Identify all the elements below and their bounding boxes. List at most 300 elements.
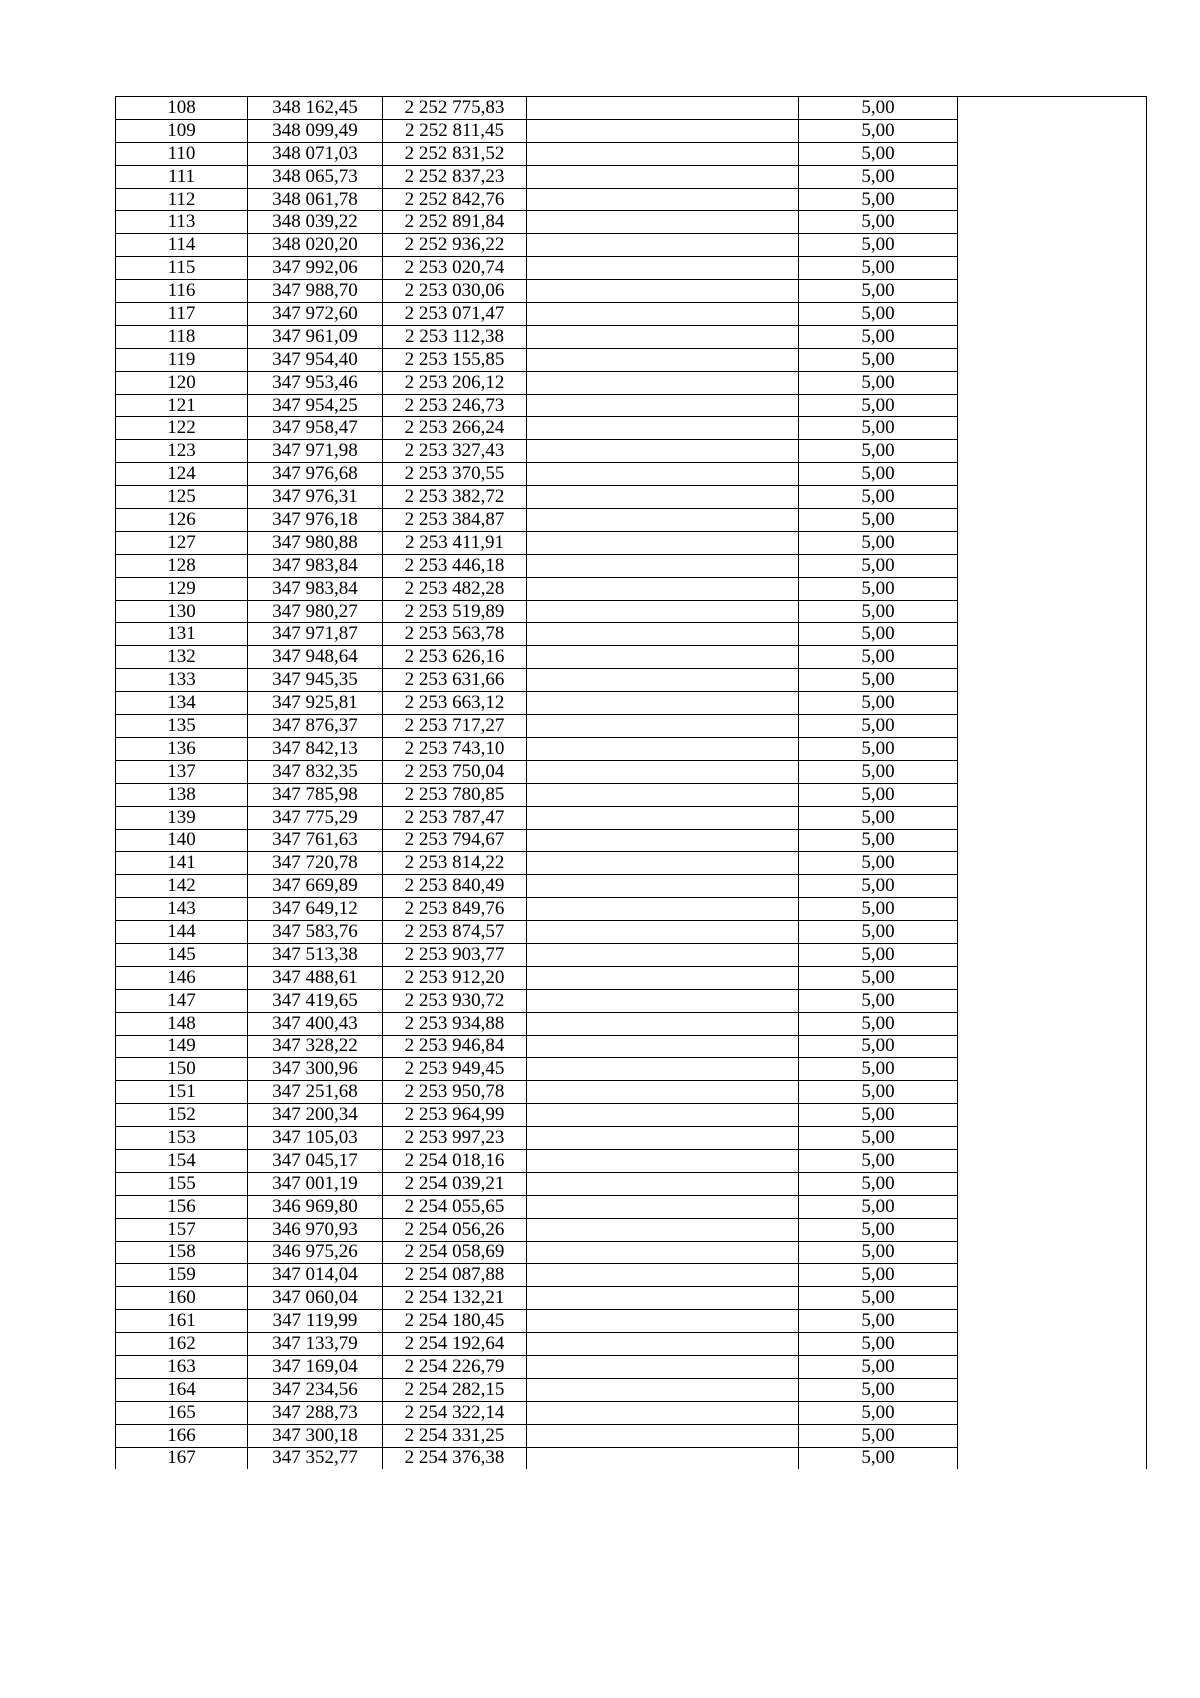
value-cell: 5,00: [799, 1172, 958, 1195]
empty-cell: [527, 898, 799, 921]
value-cell: 5,00: [799, 371, 958, 394]
empty-cell: [958, 371, 1147, 394]
value-cell: 5,00: [799, 577, 958, 600]
y-coordinate-cell: 2 254 192,64: [383, 1333, 527, 1356]
value-cell: 5,00: [799, 188, 958, 211]
table-row: [116, 1447, 1147, 1469]
empty-cell: [527, 1218, 799, 1241]
empty-cell: [958, 623, 1147, 646]
empty-cell: [958, 852, 1147, 875]
x-coordinate-cell: 347 945,35: [248, 669, 383, 692]
table-row: [116, 1424, 1147, 1447]
point-number-cell: 148: [116, 1012, 248, 1035]
point-number-cell: 153: [116, 1127, 248, 1150]
x-coordinate-cell: 347 954,25: [248, 394, 383, 417]
point-number-cell: 165: [116, 1401, 248, 1424]
point-number-cell: 143: [116, 898, 248, 921]
empty-cell: [958, 417, 1147, 440]
table-row: [116, 806, 1147, 829]
value-cell: 5,00: [799, 234, 958, 257]
y-coordinate-cell: 2 253 327,43: [383, 440, 527, 463]
value-cell: 5,00: [799, 1378, 958, 1401]
y-coordinate-cell: 2 253 246,73: [383, 394, 527, 417]
y-coordinate-cell: 2 253 814,22: [383, 852, 527, 875]
y-coordinate-cell: 2 254 331,25: [383, 1424, 527, 1447]
empty-cell: [958, 943, 1147, 966]
empty-cell: [527, 1149, 799, 1172]
table-row: [116, 486, 1147, 509]
point-number-cell: 138: [116, 783, 248, 806]
table-row: [116, 257, 1147, 280]
value-cell: 5,00: [799, 280, 958, 303]
x-coordinate-cell: 348 099,49: [248, 119, 383, 142]
y-coordinate-cell: 2 253 266,24: [383, 417, 527, 440]
x-coordinate-cell: 347 060,04: [248, 1287, 383, 1310]
table-row: [116, 600, 1147, 623]
empty-cell: [527, 97, 799, 120]
y-coordinate-cell: 2 252 831,52: [383, 142, 527, 165]
empty-cell: [958, 806, 1147, 829]
value-cell: 5,00: [799, 1195, 958, 1218]
x-coordinate-cell: 347 971,87: [248, 623, 383, 646]
empty-cell: [527, 943, 799, 966]
empty-cell: [958, 1333, 1147, 1356]
empty-cell: [958, 577, 1147, 600]
point-number-cell: 111: [116, 165, 248, 188]
empty-cell: [527, 1058, 799, 1081]
point-number-cell: 163: [116, 1355, 248, 1378]
empty-cell: [527, 463, 799, 486]
value-cell: 5,00: [799, 623, 958, 646]
point-number-cell: 164: [116, 1378, 248, 1401]
value-cell: 5,00: [799, 760, 958, 783]
table-row: [116, 737, 1147, 760]
point-number-cell: 145: [116, 943, 248, 966]
point-number-cell: 162: [116, 1333, 248, 1356]
x-coordinate-cell: 347 976,18: [248, 509, 383, 532]
empty-cell: [958, 325, 1147, 348]
empty-cell: [527, 303, 799, 326]
value-cell: 5,00: [799, 1127, 958, 1150]
empty-cell: [958, 1104, 1147, 1127]
point-number-cell: 150: [116, 1058, 248, 1081]
x-coordinate-cell: 347 133,79: [248, 1333, 383, 1356]
value-cell: 5,00: [799, 1264, 958, 1287]
value-cell: 5,00: [799, 165, 958, 188]
table-row: [116, 1012, 1147, 1035]
empty-cell: [527, 1035, 799, 1058]
empty-cell: [527, 119, 799, 142]
point-number-cell: 139: [116, 806, 248, 829]
x-coordinate-cell: 347 234,56: [248, 1378, 383, 1401]
x-coordinate-cell: 347 988,70: [248, 280, 383, 303]
value-cell: 5,00: [799, 1104, 958, 1127]
empty-cell: [958, 1264, 1147, 1287]
empty-cell: [527, 1378, 799, 1401]
y-coordinate-cell: 2 254 018,16: [383, 1149, 527, 1172]
y-coordinate-cell: 2 254 055,65: [383, 1195, 527, 1218]
y-coordinate-cell: 2 253 446,18: [383, 554, 527, 577]
empty-cell: [527, 165, 799, 188]
value-cell: 5,00: [799, 943, 958, 966]
point-number-cell: 149: [116, 1035, 248, 1058]
point-number-cell: 155: [116, 1172, 248, 1195]
empty-cell: [958, 509, 1147, 532]
empty-cell: [527, 325, 799, 348]
point-number-cell: 114: [116, 234, 248, 257]
empty-cell: [958, 1355, 1147, 1378]
empty-cell: [958, 142, 1147, 165]
point-number-cell: 160: [116, 1287, 248, 1310]
x-coordinate-cell: 347 400,43: [248, 1012, 383, 1035]
x-coordinate-cell: 347 980,88: [248, 531, 383, 554]
x-coordinate-cell: 347 105,03: [248, 1127, 383, 1150]
empty-cell: [527, 348, 799, 371]
y-coordinate-cell: 2 253 794,67: [383, 829, 527, 852]
empty-cell: [527, 1127, 799, 1150]
empty-cell: [527, 234, 799, 257]
empty-cell: [958, 1172, 1147, 1195]
x-coordinate-cell: 347 045,17: [248, 1149, 383, 1172]
empty-cell: [527, 783, 799, 806]
empty-cell: [958, 1012, 1147, 1035]
empty-cell: [527, 1355, 799, 1378]
x-coordinate-cell: 347 251,68: [248, 1081, 383, 1104]
x-coordinate-cell: 348 020,20: [248, 234, 383, 257]
value-cell: 5,00: [799, 806, 958, 829]
x-coordinate-cell: 347 961,09: [248, 325, 383, 348]
value-cell: 5,00: [799, 97, 958, 120]
x-coordinate-cell: 347 014,04: [248, 1264, 383, 1287]
empty-cell: [527, 1447, 799, 1469]
table-row: [116, 1378, 1147, 1401]
table-row: [116, 211, 1147, 234]
x-coordinate-cell: 347 980,27: [248, 600, 383, 623]
x-coordinate-cell: 347 583,76: [248, 921, 383, 944]
value-cell: 5,00: [799, 1218, 958, 1241]
table-row: [116, 1149, 1147, 1172]
empty-cell: [527, 509, 799, 532]
empty-cell: [527, 623, 799, 646]
y-coordinate-cell: 2 253 903,77: [383, 943, 527, 966]
point-number-cell: 127: [116, 531, 248, 554]
y-coordinate-cell: 2 253 155,85: [383, 348, 527, 371]
x-coordinate-cell: 348 039,22: [248, 211, 383, 234]
empty-cell: [527, 737, 799, 760]
value-cell: 5,00: [799, 646, 958, 669]
y-coordinate-cell: 2 252 775,83: [383, 97, 527, 120]
value-cell: 5,00: [799, 142, 958, 165]
y-coordinate-cell: 2 254 322,14: [383, 1401, 527, 1424]
y-coordinate-cell: 2 253 030,06: [383, 280, 527, 303]
empty-cell: [958, 1035, 1147, 1058]
table-row: [116, 966, 1147, 989]
value-cell: 5,00: [799, 692, 958, 715]
point-number-cell: 121: [116, 394, 248, 417]
table-row: [116, 509, 1147, 532]
x-coordinate-cell: 346 969,80: [248, 1195, 383, 1218]
empty-cell: [527, 1264, 799, 1287]
value-cell: 5,00: [799, 531, 958, 554]
empty-cell: [958, 394, 1147, 417]
x-coordinate-cell: 346 970,93: [248, 1218, 383, 1241]
value-cell: 5,00: [799, 1241, 958, 1264]
y-coordinate-cell: 2 253 384,87: [383, 509, 527, 532]
point-number-cell: 130: [116, 600, 248, 623]
value-cell: 5,00: [799, 303, 958, 326]
point-number-cell: 161: [116, 1310, 248, 1333]
empty-cell: [958, 692, 1147, 715]
value-cell: 5,00: [799, 921, 958, 944]
x-coordinate-cell: 347 925,81: [248, 692, 383, 715]
empty-cell: [527, 715, 799, 738]
value-cell: 5,00: [799, 966, 958, 989]
y-coordinate-cell: 2 253 020,74: [383, 257, 527, 280]
empty-cell: [527, 394, 799, 417]
empty-cell: [958, 1127, 1147, 1150]
value-cell: 5,00: [799, 783, 958, 806]
value-cell: 5,00: [799, 852, 958, 875]
table-row: [116, 852, 1147, 875]
x-coordinate-cell: 347 669,89: [248, 875, 383, 898]
empty-cell: [527, 1333, 799, 1356]
empty-cell: [527, 669, 799, 692]
empty-cell: [527, 852, 799, 875]
empty-cell: [958, 440, 1147, 463]
y-coordinate-cell: 2 253 934,88: [383, 1012, 527, 1035]
y-coordinate-cell: 2 253 849,76: [383, 898, 527, 921]
y-coordinate-cell: 2 253 663,12: [383, 692, 527, 715]
point-number-cell: 122: [116, 417, 248, 440]
table-row: [116, 1058, 1147, 1081]
table-row: [116, 1172, 1147, 1195]
x-coordinate-cell: 347 300,18: [248, 1424, 383, 1447]
table-row: [116, 280, 1147, 303]
x-coordinate-cell: 348 071,03: [248, 142, 383, 165]
value-cell: 5,00: [799, 875, 958, 898]
empty-cell: [958, 669, 1147, 692]
table-row: [116, 669, 1147, 692]
x-coordinate-cell: 347 513,38: [248, 943, 383, 966]
table-row: [116, 943, 1147, 966]
empty-cell: [958, 165, 1147, 188]
value-cell: 5,00: [799, 1447, 958, 1469]
y-coordinate-cell: 2 253 411,91: [383, 531, 527, 554]
value-cell: 5,00: [799, 325, 958, 348]
empty-cell: [527, 1241, 799, 1264]
y-coordinate-cell: 2 253 787,47: [383, 806, 527, 829]
empty-cell: [958, 1081, 1147, 1104]
table-row: [116, 715, 1147, 738]
value-cell: 5,00: [799, 211, 958, 234]
point-number-cell: 158: [116, 1241, 248, 1264]
point-number-cell: 147: [116, 989, 248, 1012]
table-row: [116, 646, 1147, 669]
point-number-cell: 154: [116, 1149, 248, 1172]
table-row: [116, 142, 1147, 165]
x-coordinate-cell: 347 288,73: [248, 1401, 383, 1424]
value-cell: 5,00: [799, 1058, 958, 1081]
table-row: [116, 829, 1147, 852]
empty-cell: [958, 1378, 1147, 1401]
x-coordinate-cell: 347 953,46: [248, 371, 383, 394]
table-row: [116, 234, 1147, 257]
empty-cell: [958, 234, 1147, 257]
y-coordinate-cell: 2 253 750,04: [383, 760, 527, 783]
point-number-cell: 135: [116, 715, 248, 738]
table-row: [116, 1264, 1147, 1287]
x-coordinate-cell: 347 300,96: [248, 1058, 383, 1081]
x-coordinate-cell: 347 352,77: [248, 1447, 383, 1469]
y-coordinate-cell: 2 253 206,12: [383, 371, 527, 394]
table-row: [116, 1401, 1147, 1424]
value-cell: 5,00: [799, 509, 958, 532]
y-coordinate-cell: 2 254 226,79: [383, 1355, 527, 1378]
point-number-cell: 140: [116, 829, 248, 852]
empty-cell: [527, 142, 799, 165]
point-number-cell: 141: [116, 852, 248, 875]
empty-cell: [527, 280, 799, 303]
y-coordinate-cell: 2 253 840,49: [383, 875, 527, 898]
x-coordinate-cell: 348 061,78: [248, 188, 383, 211]
table-row: [116, 417, 1147, 440]
empty-cell: [527, 486, 799, 509]
empty-cell: [958, 921, 1147, 944]
empty-cell: [958, 898, 1147, 921]
table-row: [116, 989, 1147, 1012]
x-coordinate-cell: 347 976,31: [248, 486, 383, 509]
value-cell: 5,00: [799, 463, 958, 486]
value-cell: 5,00: [799, 1333, 958, 1356]
value-cell: 5,00: [799, 394, 958, 417]
empty-cell: [958, 257, 1147, 280]
table-row: [116, 1127, 1147, 1150]
value-cell: 5,00: [799, 1401, 958, 1424]
y-coordinate-cell: 2 253 964,99: [383, 1104, 527, 1127]
empty-cell: [958, 348, 1147, 371]
value-cell: 5,00: [799, 829, 958, 852]
empty-cell: [958, 875, 1147, 898]
point-number-cell: 136: [116, 737, 248, 760]
empty-cell: [527, 417, 799, 440]
value-cell: 5,00: [799, 1424, 958, 1447]
empty-cell: [958, 1149, 1147, 1172]
table-row: [116, 1104, 1147, 1127]
table-row: [116, 119, 1147, 142]
empty-cell: [958, 1310, 1147, 1333]
table-row: [116, 1355, 1147, 1378]
point-number-cell: 151: [116, 1081, 248, 1104]
y-coordinate-cell: 2 252 811,45: [383, 119, 527, 142]
y-coordinate-cell: 2 253 563,78: [383, 623, 527, 646]
empty-cell: [958, 97, 1147, 120]
empty-cell: [527, 989, 799, 1012]
table-row: [116, 875, 1147, 898]
table-row: [116, 531, 1147, 554]
y-coordinate-cell: 2 253 946,84: [383, 1035, 527, 1058]
empty-cell: [527, 257, 799, 280]
y-coordinate-cell: 2 253 382,72: [383, 486, 527, 509]
table-row: [116, 165, 1147, 188]
table-row: [116, 1081, 1147, 1104]
empty-cell: [527, 577, 799, 600]
table-row: [116, 760, 1147, 783]
y-coordinate-cell: 2 253 482,28: [383, 577, 527, 600]
empty-cell: [958, 1287, 1147, 1310]
point-number-cell: 131: [116, 623, 248, 646]
y-coordinate-cell: 2 253 370,55: [383, 463, 527, 486]
value-cell: 5,00: [799, 1287, 958, 1310]
value-cell: 5,00: [799, 1310, 958, 1333]
point-number-cell: 120: [116, 371, 248, 394]
point-number-cell: 119: [116, 348, 248, 371]
empty-cell: [958, 966, 1147, 989]
y-coordinate-cell: 2 254 087,88: [383, 1264, 527, 1287]
empty-cell: [527, 1081, 799, 1104]
point-number-cell: 132: [116, 646, 248, 669]
empty-cell: [958, 1401, 1147, 1424]
y-coordinate-cell: 2 253 631,66: [383, 669, 527, 692]
point-number-cell: 129: [116, 577, 248, 600]
y-coordinate-cell: 2 254 056,26: [383, 1218, 527, 1241]
point-number-cell: 167: [116, 1447, 248, 1469]
point-number-cell: 108: [116, 97, 248, 120]
point-number-cell: 115: [116, 257, 248, 280]
x-coordinate-cell: 347 328,22: [248, 1035, 383, 1058]
point-number-cell: 144: [116, 921, 248, 944]
x-coordinate-cell: 347 992,06: [248, 257, 383, 280]
table-row: [116, 692, 1147, 715]
empty-cell: [527, 440, 799, 463]
y-coordinate-cell: 2 254 039,21: [383, 1172, 527, 1195]
y-coordinate-cell: 2 253 071,47: [383, 303, 527, 326]
x-coordinate-cell: 347 972,60: [248, 303, 383, 326]
empty-cell: [527, 1104, 799, 1127]
table-row: [116, 394, 1147, 417]
empty-cell: [527, 371, 799, 394]
value-cell: 5,00: [799, 1035, 958, 1058]
empty-cell: [958, 188, 1147, 211]
table-row: [116, 921, 1147, 944]
value-cell: 5,00: [799, 669, 958, 692]
y-coordinate-cell: 2 253 874,57: [383, 921, 527, 944]
value-cell: 5,00: [799, 440, 958, 463]
x-coordinate-cell: 347 958,47: [248, 417, 383, 440]
y-coordinate-cell: 2 253 743,10: [383, 737, 527, 760]
empty-cell: [958, 829, 1147, 852]
empty-cell: [958, 1195, 1147, 1218]
y-coordinate-cell: 2 254 282,15: [383, 1378, 527, 1401]
y-coordinate-cell: 2 253 912,20: [383, 966, 527, 989]
y-coordinate-cell: 2 254 180,45: [383, 1310, 527, 1333]
empty-cell: [958, 783, 1147, 806]
value-cell: 5,00: [799, 989, 958, 1012]
point-number-cell: 123: [116, 440, 248, 463]
x-coordinate-cell: 348 065,73: [248, 165, 383, 188]
table-row: [116, 188, 1147, 211]
y-coordinate-cell: 2 253 780,85: [383, 783, 527, 806]
table-row: [116, 97, 1147, 120]
empty-cell: [958, 715, 1147, 738]
point-number-cell: 133: [116, 669, 248, 692]
empty-cell: [527, 760, 799, 783]
y-coordinate-cell: 2 254 376,38: [383, 1447, 527, 1469]
empty-cell: [958, 1447, 1147, 1469]
empty-cell: [527, 211, 799, 234]
empty-cell: [958, 280, 1147, 303]
point-number-cell: 166: [116, 1424, 248, 1447]
empty-cell: [958, 303, 1147, 326]
